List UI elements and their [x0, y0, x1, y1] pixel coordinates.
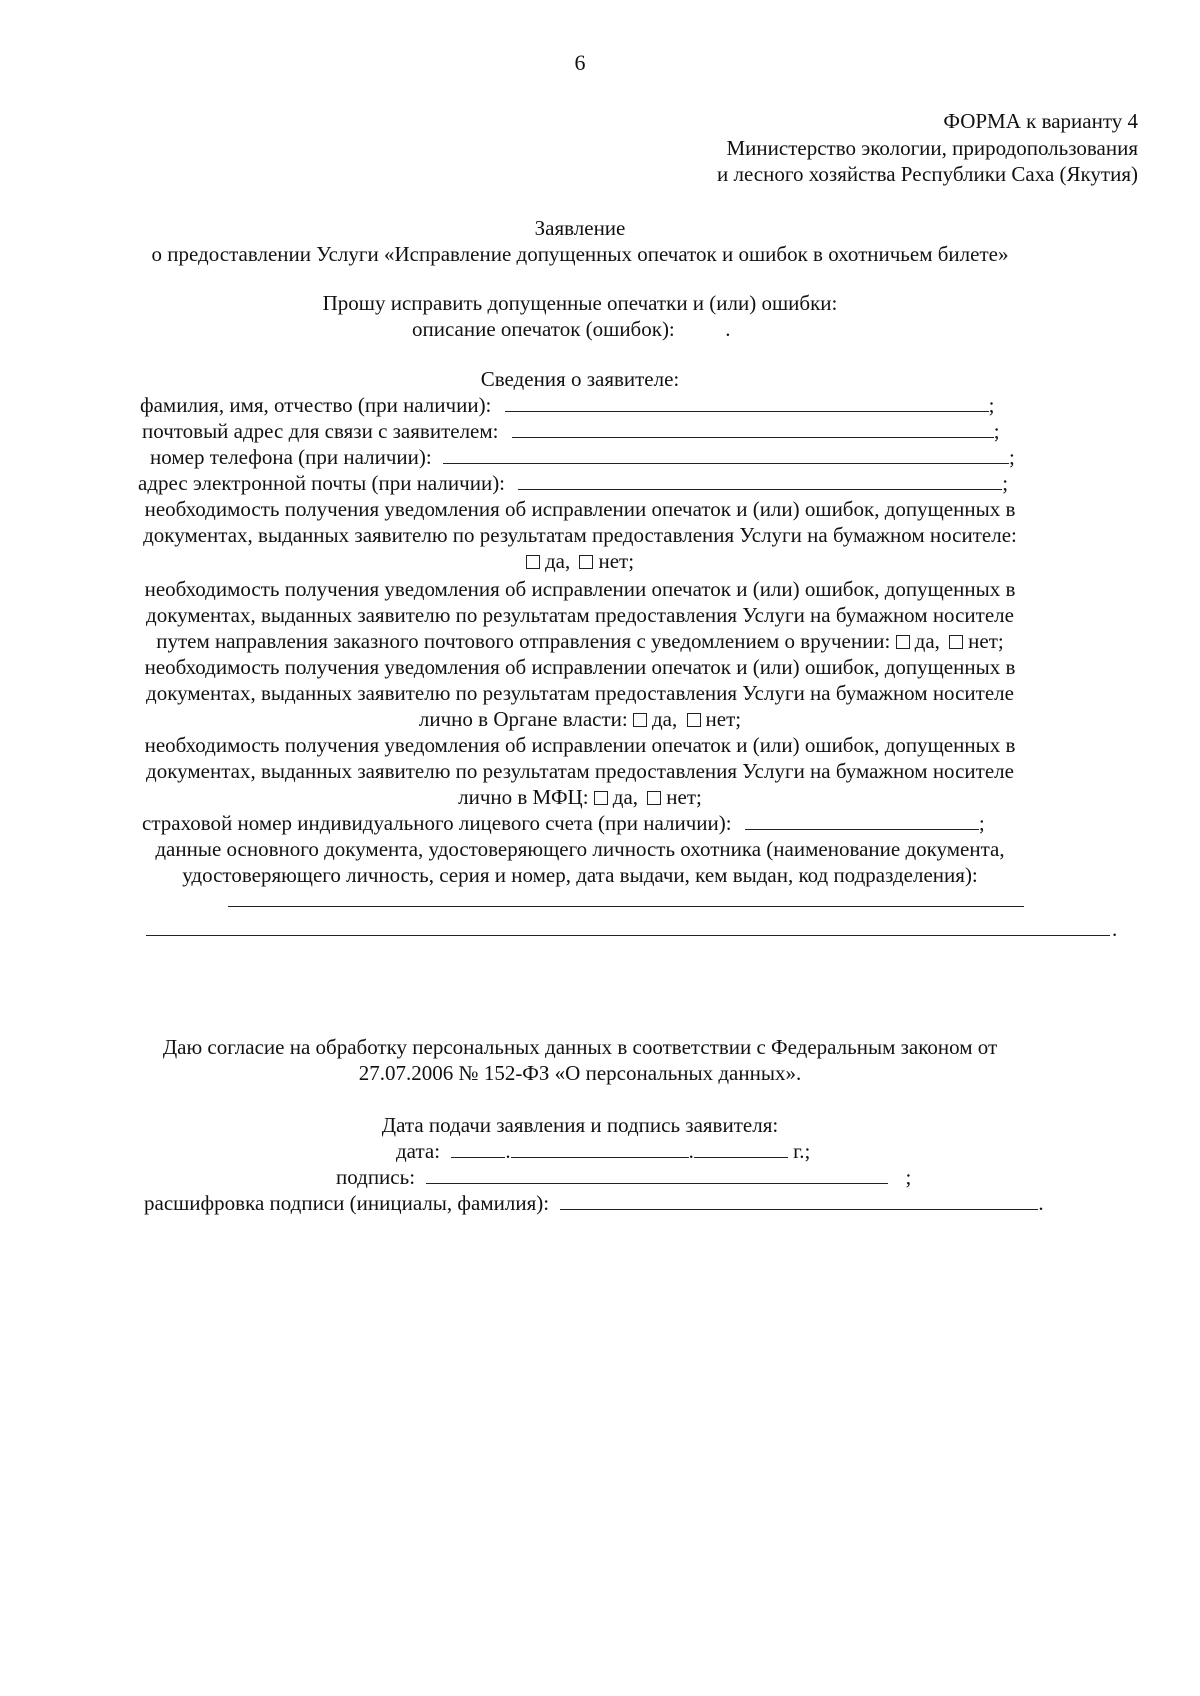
notification-1-line-1: необходимость получения уведомления об исправлении опечаток и (или) ошибок, допущенных в [144, 497, 1016, 521]
signature-field[interactable] [426, 1164, 888, 1184]
consent-line-2: 27.07.2006 № 152-ФЗ «О персональных данных». [358, 1061, 802, 1085]
date-day-field[interactable] [451, 1138, 505, 1158]
date-label: дата: [396, 1139, 441, 1163]
decode-label: расшифровка подписи (инициалы, фамилия): [144, 1191, 550, 1215]
notification-4-line-1: необходимость получения уведомления об исправлении опечаток и (или) ошибок, допущенных в [144, 733, 1016, 757]
notification-3-line-1: необходимость получения уведомления об исправлении опечаток и (или) ошибок, допущенных в [144, 655, 1016, 679]
notification-2-line-2: документах, выданных заявителю по результатам предоставления Услуги на бумажном носителе [146, 603, 1014, 627]
phone-label: номер телефона (при наличии): [150, 445, 432, 469]
document-data-field-2[interactable] [146, 935, 1110, 936]
applicant-heading: Сведения о заявителе: [480, 367, 680, 391]
notification-4-line-2: документах, выданных заявителю по результатам предоставления Услуги на бумажном носителе [146, 759, 1014, 783]
decode-row: расшифровка подписи (инициалы, фамилия): . [144, 1191, 1044, 1215]
notification-1-no-checkbox[interactable] [579, 555, 593, 569]
notification-3-line-2: документах, выданных заявителю по результатам предоставления Услуги на бумажном носителе [146, 681, 1014, 705]
email-field[interactable] [518, 470, 1002, 490]
signature-decode-field[interactable] [560, 1190, 1038, 1210]
address-row: почтовый адрес для связи с заявителем: ; [142, 419, 1000, 443]
consent-line-1: Даю согласие на обработку персональных данных в соответствии с Федеральным законом от [162, 1035, 998, 1059]
request-line-1: Прошу исправить допущенные опечатки и (или) ошибки: [322, 291, 838, 315]
notification-2-no-checkbox[interactable] [949, 635, 963, 649]
notification-3-yes-checkbox[interactable] [633, 713, 647, 727]
document-data-end: . [1112, 917, 1118, 941]
notification-2-yes-checkbox[interactable] [896, 635, 910, 649]
notification-4-no-checkbox[interactable] [647, 791, 661, 805]
date-row: дата: . . г.; [396, 1139, 811, 1163]
document-title: Заявление [534, 216, 626, 240]
snils-field[interactable] [745, 810, 979, 830]
notification-4-line-3: лично в МФЦ: да, нет; [458, 785, 702, 809]
notification-2-line-1: необходимость получения уведомления об исправлении опечаток и (или) ошибок, допущенных в [144, 577, 1016, 601]
notification-1-options: да, нет; [0, 548, 1160, 574]
ministry-line-1: Министерство экологии, природопользования [726, 136, 1138, 160]
document-subtitle: о предоставлении Услуги «Исправление допущенных опечаток и ошибок в охотничьем билете» [151, 242, 1009, 266]
snils-label: страховой номер индивидуального лицевого счета (при наличии): [142, 811, 732, 835]
document-data-field-1[interactable] [228, 906, 1024, 907]
phone-field[interactable] [443, 444, 1009, 464]
notification-1-yes-checkbox[interactable] [526, 555, 540, 569]
request-line-2: описание опечаток (ошибок): . [412, 317, 731, 341]
address-label: почтовый адрес для связи с заявителем: [142, 419, 499, 443]
date-year-field[interactable] [694, 1138, 788, 1158]
email-label: адрес электронной почты (при наличии): [138, 471, 506, 495]
phone-row: номер телефона (при наличии): ; [150, 445, 1015, 469]
typo-description-label: описание опечаток (ошибок): [412, 317, 675, 341]
notification-2-line-3: путем направления заказного почтового отправления с уведомлением о вручении: да, нет; [156, 629, 1004, 653]
fio-label: фамилия, имя, отчество (при наличии): [140, 393, 492, 417]
page-number: 6 [574, 50, 586, 75]
notification-1-line-2: документах, выданных заявителю по результатам предоставления Услуги на бумажном носителе: [143, 523, 1017, 547]
notification-4-yes-checkbox[interactable] [594, 791, 608, 805]
sign-label: подпись: [336, 1165, 416, 1189]
address-field[interactable] [512, 418, 994, 438]
snils-row: страховой номер индивидуального лицевого счета (при наличии): ; [142, 811, 985, 835]
ministry-line-2: и лесного хозяйства Республики Саха (Якутия) [716, 162, 1138, 186]
fio-field[interactable] [505, 392, 989, 412]
date-month-field[interactable] [511, 1138, 689, 1158]
document-data-line-1: данные основного документа, удостоверяющего личность охотника (наименование документа, [155, 837, 1005, 861]
email-row: адрес электронной почты (при наличии): ; [138, 471, 1009, 495]
document-data-line-2: удостоверяющего личность, серия и номер, дата выдачи, кем выдан, код подразделения): [182, 863, 978, 887]
fio-row: фамилия, имя, отчество (при наличии): ; [140, 393, 995, 417]
signature-heading: Дата подачи заявления и подпись заявителя: [381, 1113, 779, 1137]
form-reference: ФОРМА к варианту 4 [943, 109, 1138, 133]
sign-row: подпись: ; [336, 1165, 912, 1189]
notification-3-line-3: лично в Органе власти: да, нет; [418, 707, 742, 731]
notification-3-no-checkbox[interactable] [687, 713, 701, 727]
